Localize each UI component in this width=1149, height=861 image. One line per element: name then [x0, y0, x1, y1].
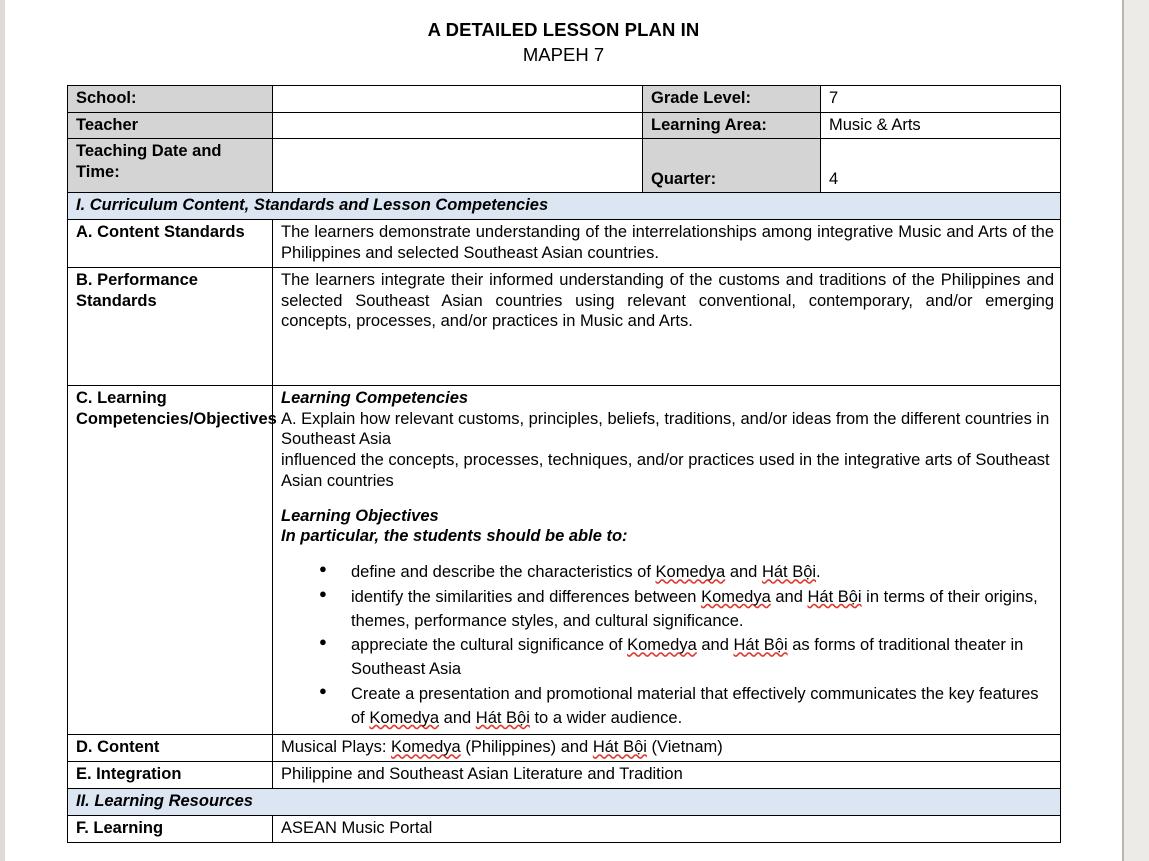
content-standards-text: The learners demonstrate understanding of the interrelationships among integrative Music and Arts of the Philippines and selected Southeast Asian countries.: [273, 220, 1061, 268]
learning-area-value[interactable]: Music & Arts: [821, 112, 1061, 139]
table-row: [68, 139, 1061, 193]
objective-text-part: and: [439, 708, 476, 727]
spacer: [281, 492, 1054, 506]
objective-text-part: and: [696, 636, 734, 655]
objective-text-part: define and describe the characteristics of: [351, 563, 656, 582]
school-value[interactable]: [273, 85, 643, 112]
grade-level-value[interactable]: 7: [821, 85, 1061, 112]
list-item: [319, 561, 1054, 585]
spellcheck-term: Komedya: [701, 587, 771, 606]
spellcheck-term: Komedya: [627, 636, 697, 655]
content-standards-label: A. Content Standards: [68, 220, 273, 268]
competency-line-2: influenced the concepts, processes, techniques, and/or practices used in the integrative arts of Southeast Asian countries: [281, 451, 1050, 490]
competencies-subheading: Learning Competencies: [281, 388, 469, 407]
table-row: [68, 85, 1061, 112]
table-row: [68, 385, 1061, 735]
performance-standards-label: B. Performance Standards: [68, 267, 273, 385]
list-item: [319, 634, 1054, 682]
objective-text-part: .: [816, 563, 821, 582]
integration-label: E. Integration: [68, 762, 273, 789]
objective-text-part: Create a presentation and promotional material that effectively communicates the key features of: [351, 684, 1039, 727]
document-page: [5, 0, 1122, 861]
canvas-right-area: [1124, 0, 1149, 861]
teacher-value[interactable]: [273, 112, 643, 139]
table-row: [68, 193, 1061, 220]
learning-competencies-body: [273, 385, 1061, 735]
grade-level-label: Grade Level:: [643, 85, 821, 112]
learning-competencies-label-text: C. Learning Competencies/Objectives: [76, 388, 277, 428]
spellcheck-term: Hát Bội: [733, 636, 788, 655]
lesson-plan-table: [67, 85, 1061, 843]
section-heading-curriculum: I. Curriculum Content, Standards and Lesson Competencies: [68, 193, 1061, 220]
table-row: [68, 815, 1061, 842]
quarter-value[interactable]: 4: [821, 139, 1061, 193]
integration-value: Philippine and Southeast Asian Literature and Tradition: [273, 762, 1061, 789]
learning-area-label: Learning Area:: [643, 112, 821, 139]
page-subtitle: MAPEH 7: [522, 44, 605, 66]
learning-resource-value: ASEAN Music Portal: [273, 815, 1061, 842]
spellcheck-term: Hát Bội: [475, 708, 530, 727]
page-title: A DETAILED LESSON PLAN IN: [427, 19, 700, 40]
content-text-part: (Philippines) and: [460, 738, 593, 757]
table-row: [68, 112, 1061, 139]
objectives-subheading: In particular, the students should be able to:: [281, 527, 628, 546]
objective-text-part: and: [725, 563, 762, 582]
objective-text-part: as forms of traditional theater in Southeast Asia: [351, 636, 1024, 679]
list-item: [319, 586, 1054, 634]
objectives-heading: Learning Objectives: [281, 506, 439, 525]
spacer: [281, 547, 1054, 561]
spellcheck-term: Hát Bội: [761, 563, 817, 582]
objectives-list: [281, 561, 1054, 730]
table-row: [68, 762, 1061, 789]
objective-text-part: to a wider audience.: [529, 708, 683, 727]
objective-text-part: identify the similarities and differences between: [351, 587, 702, 606]
learning-resource-label: F. Learning: [68, 815, 273, 842]
content-text-part: (Vietnam): [646, 738, 723, 757]
performance-standards-text: The learners integrate their informed understanding of the customs and traditions of the Philippines and selected Southeast Asian countries using relevant conventional, contemporary, and/or emerging concepts, processes, and/or practices in Music and Arts.: [273, 267, 1061, 385]
teaching-date-label: Teaching Date and Time:: [68, 139, 273, 193]
list-item: [319, 683, 1054, 731]
quarter-label: Quarter:: [643, 139, 821, 193]
spellcheck-term: Hát Bội: [807, 587, 862, 606]
spellcheck-term: Komedya: [369, 708, 440, 727]
content-label: D. Content: [68, 735, 273, 762]
objective-text-part: in terms of their origins, themes, performance styles, and cultural significance.: [351, 587, 1038, 630]
spellcheck-term: Hát Bội: [592, 738, 647, 757]
teaching-date-value[interactable]: [273, 139, 643, 193]
objective-text-part: appreciate the cultural significance of: [351, 636, 628, 655]
competency-line-1: A. Explain how relevant customs, principles, beliefs, traditions, and/or ideas from the different countries in Southeast Asia: [281, 409, 1050, 449]
table-row: [68, 735, 1061, 762]
content-text-part: Musical Plays:: [281, 738, 392, 757]
spellcheck-term: Komedya: [391, 738, 461, 757]
content-value: [273, 735, 1061, 762]
table-row: [68, 267, 1061, 385]
learning-competencies-label: [68, 385, 277, 735]
objective-text-part: and: [770, 587, 808, 606]
table-row: [68, 789, 1061, 816]
document-title-block: [5, 0, 1122, 69]
teacher-label: Teacher: [68, 112, 273, 139]
section-heading-learning-resources: II. Learning Resources: [68, 789, 1061, 816]
school-label: School:: [68, 85, 273, 112]
table-row: [68, 220, 1061, 268]
spellcheck-term: Komedya: [655, 563, 726, 582]
